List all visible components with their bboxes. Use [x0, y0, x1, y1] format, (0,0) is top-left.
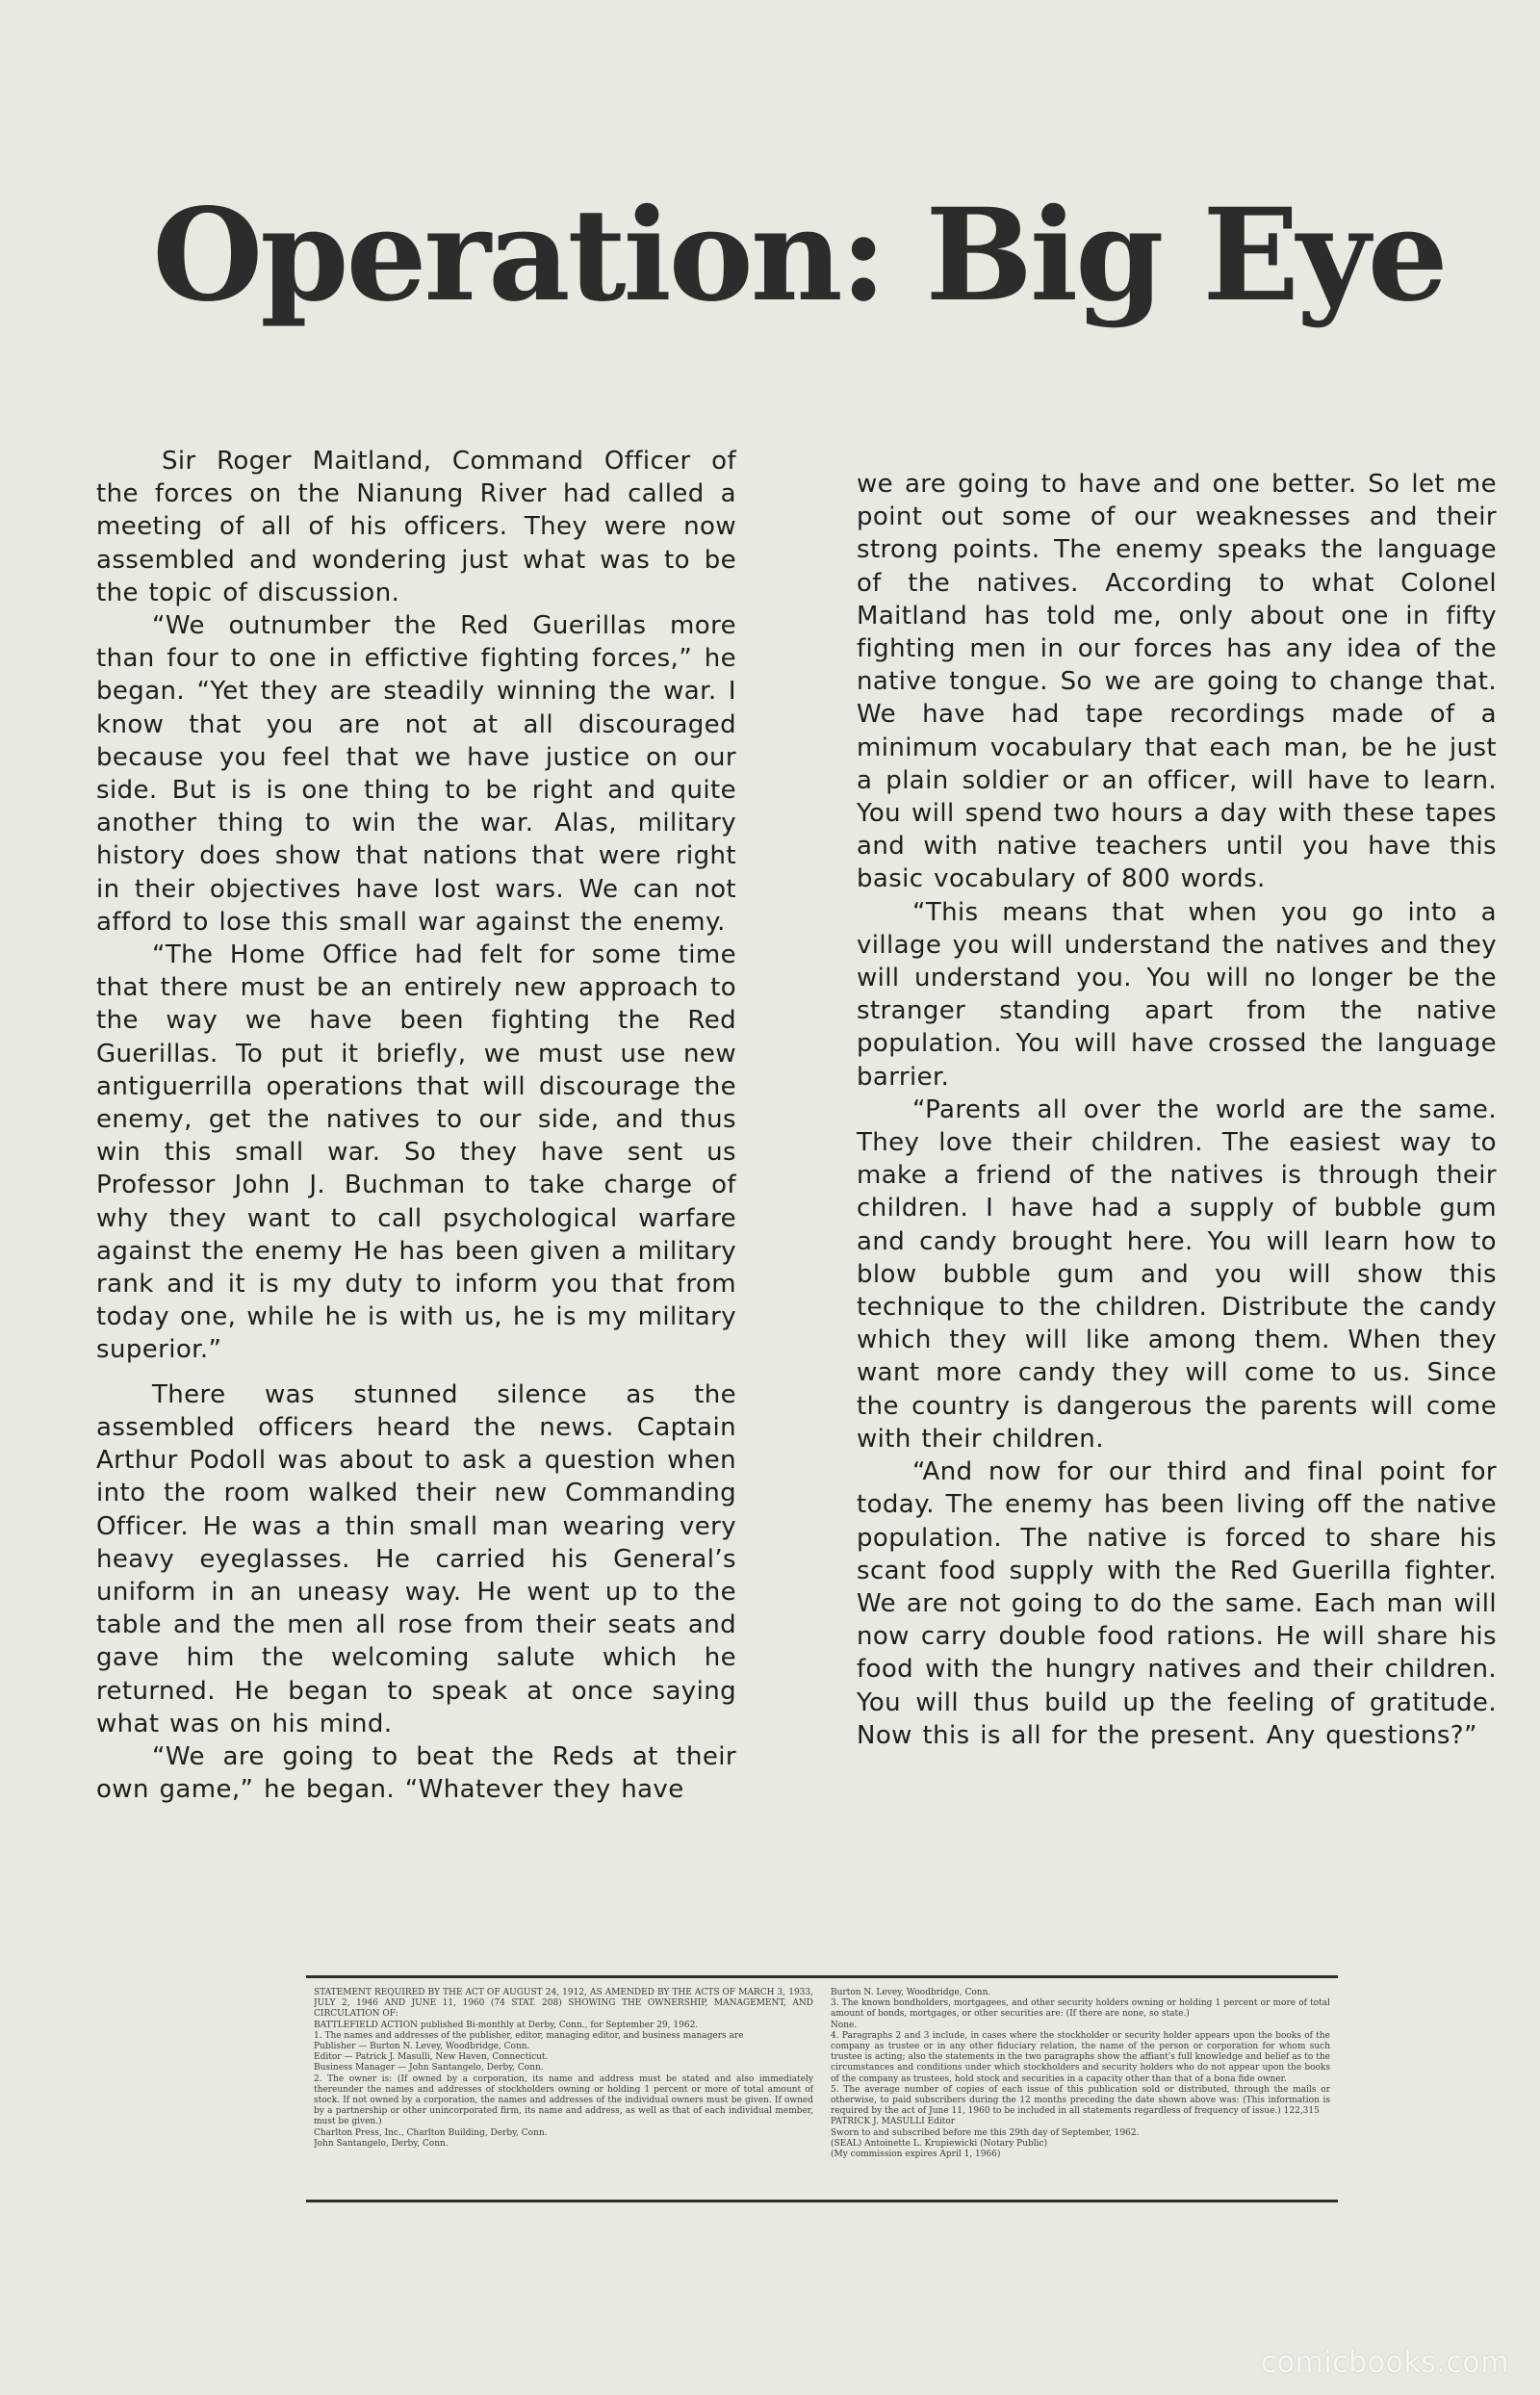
statement-line: Business Manager — John Santangelo, Derby, Conn.: [314, 2063, 544, 2073]
paragraph: Sir Roger Maitland, Command Officer of the forces on the Nianung River had called a meeting of all of his officers. They were now assembled and wondering just what was to be the topic of discussion.: [96, 447, 736, 607]
statement-line: Charlton Press, Inc., Charlton Building, Derby, Conn.: [314, 2127, 548, 2138]
statement-line: 3. The known bondholders, mortgagees, and other security holders owning or holding 1 percent or more of total amount of bonds, mortgages, or other securities are: (If there are none, so state.): [831, 1998, 1330, 2020]
statement-right-column: [831, 1988, 1330, 2190]
paragraph: we are going to have and one better. So let me point out some of our weaknesses and their strong points. The enemy speaks the language of the natives. According to what Colonel Maitland has told me, only about one in fifty fighting men in our forces has any idea of the native tongue. So we are going to change that. We have had tape recordings made of a minimum vocabulary that each man, be he just a plain soldier or an officer, will have to learn. You will spend two hours a day with these tapes and with native teachers until you have this basic vocabulary of 800 words.: [857, 470, 1497, 894]
statement-left-column: [314, 1988, 813, 2190]
statement-line: 1. The names and addresses of the publisher, editor, managing editor, and business managers are: [314, 2030, 744, 2041]
story-title: Operation: Big Eye: [152, 181, 1446, 330]
paragraph: “We are going to beat the Reds at their own game,” he began. “Whatever they have: [96, 1741, 736, 1805]
paragraph: “The Home Office had felt for some time that there must be an entirely new approach to the way we have been fighting the Red Guerillas. To put it briefly, we must use new antiguerrilla operations that will discourage the enemy, get the natives to our side, and thus win this small war. So they have sent us Professor John J. Buchman to take charge of why they want to call psychological warfare against the enemy He has been given a military rank and it is my duty to inform you that from today one, while he is with us, he is my military superior.”: [96, 940, 736, 1365]
statement-line: None.: [831, 2020, 858, 2030]
statement-line: PATRICK J. MASULLI Editor: [831, 2117, 956, 2127]
statement-line: (My commission expires April 1, 1966): [831, 2150, 1001, 2160]
left-text-column: [96, 445, 736, 1806]
statement-line: Publisher — Burton N. Levey, Woodbridge, Conn.: [314, 2042, 530, 2052]
statement-line: BATTLEFIELD ACTION published Bi-monthly at Derby, Conn., for September 29, 1962.: [314, 2020, 699, 2030]
statement-line: John Santangelo, Derby, Conn.: [314, 2138, 449, 2149]
statement-line: Editor — Patrick J. Masulli, New Haven, Connecticut.: [314, 2052, 549, 2063]
statement-line: 2. The owner is: (If owned by a corporation, its name and address must be stated and also immediately thereunder the names and addresses of stockholders owning or holding 1 percent or more of total amount of stock. If not owned by a corporation, the names and addresses of the individual owners must be given. If owned by a partnership or other unincorporated firm, its name and address, as well as that of each individual member, must be given.): [314, 2073, 813, 2127]
paragraph: There was stunned silence as the assembled officers heard the news. Captain Arthur Podoll was about to ask a question when into the room walked their new Commanding Officer. He was a thin small man wearing very heavy eyeglasses. He carried his General’s uniform in an uneasy way. He went up to the table and the men all rose from their seats and gave him the welcoming salute which he returned. He began to speak at once saying what was on his mind.: [96, 1379, 736, 1738]
statement-line: STATEMENT REQUIRED BY THE ACT OF AUGUST 24, 1912, AS AMENDED BY THE ACTS OF MARCH 3, 1933, JULY 2, 1946 AND JUNE 11, 1960 (74 STAT. 208) SHOWING THE OWNERSHIP, MANAGEMENT, AND CIRCULATION OF:: [314, 1988, 813, 2020]
paragraph: “We outnumber the Red Guerillas more than four to one in effictive fighting forces,” he began. “Yet they are steadily winning the war. I know that you are not at all discouraged because you feel that we have justice on our side. But is is one thing to be right and quite another thing to win the war. Alas, military history does show that nations that were right in their objectives have lost wars. We can not afford to lose this small war against the enemy.: [96, 611, 736, 937]
ownership-statement: [306, 1975, 1338, 2202]
paragraph: “And now for our third and final point for today. The enemy has been living off the native population. The native is forced to share his scant food supply with the Red Guerilla fighter. We are not going to do the same. Each man will now carry double food rations. He will share his food with the hungry natives and their children. You will thus build up the feeling of gratitude. Now this is all for the present. Any questions?”: [857, 1457, 1497, 1750]
site-watermark: comicbooks.com: [1260, 2346, 1509, 2380]
right-text-column: [857, 468, 1497, 1752]
statement-line: Burton N. Levey, Woodbridge, Conn.: [831, 1988, 991, 1997]
statement-line: 4. Paragraphs 2 and 3 include, in cases where the stockholder or security holder appears upon the books of the company as trustee or in any other fiduciary relation, the name of the person or corporation for whom such trustee is acting; also the statements in the two paragraphs show the affiant's full knowledge and belief as to the circumstances and conditions under which stockholders and security holders who do not appear upon the books of the company as trustees, hold stock and securities in a capacity other than that of a bona fide owner.: [831, 2030, 1330, 2084]
statement-line: Sworn to and subscribed before me this 29th day of September, 1962.: [831, 2127, 1140, 2138]
paragraph: “This means that when you go into a village you will understand the natives and they will understand you. You will no longer be the stranger standing apart from the native population. You will have crossed the language barrier.: [857, 897, 1497, 1092]
statement-line: (SEAL) Antoinette L. Krupiewicki (Notary Public): [831, 2138, 1048, 2149]
paragraph: “Parents all over the world are the same. They love their children. The easiest way to make a friend of the natives is through their children. I have had a supply of bubble gum and candy brought here. You will learn how to blow bubble gum and you will show this technique to the children. Distribute the candy which they will like among them. When they want more candy they will come to us. Since the country is dangerous the parents will come with their children.: [857, 1094, 1497, 1454]
statement-line: 5. The average number of copies of each issue of this publication sold or distributed, through the mails or otherwise, to paid subscribers during the 12 months preceding the date shown above was: (This information is required by the act of June 11, 1960 to be included in all statements regardless of frequency of issue.) 122,315: [831, 2084, 1330, 2117]
